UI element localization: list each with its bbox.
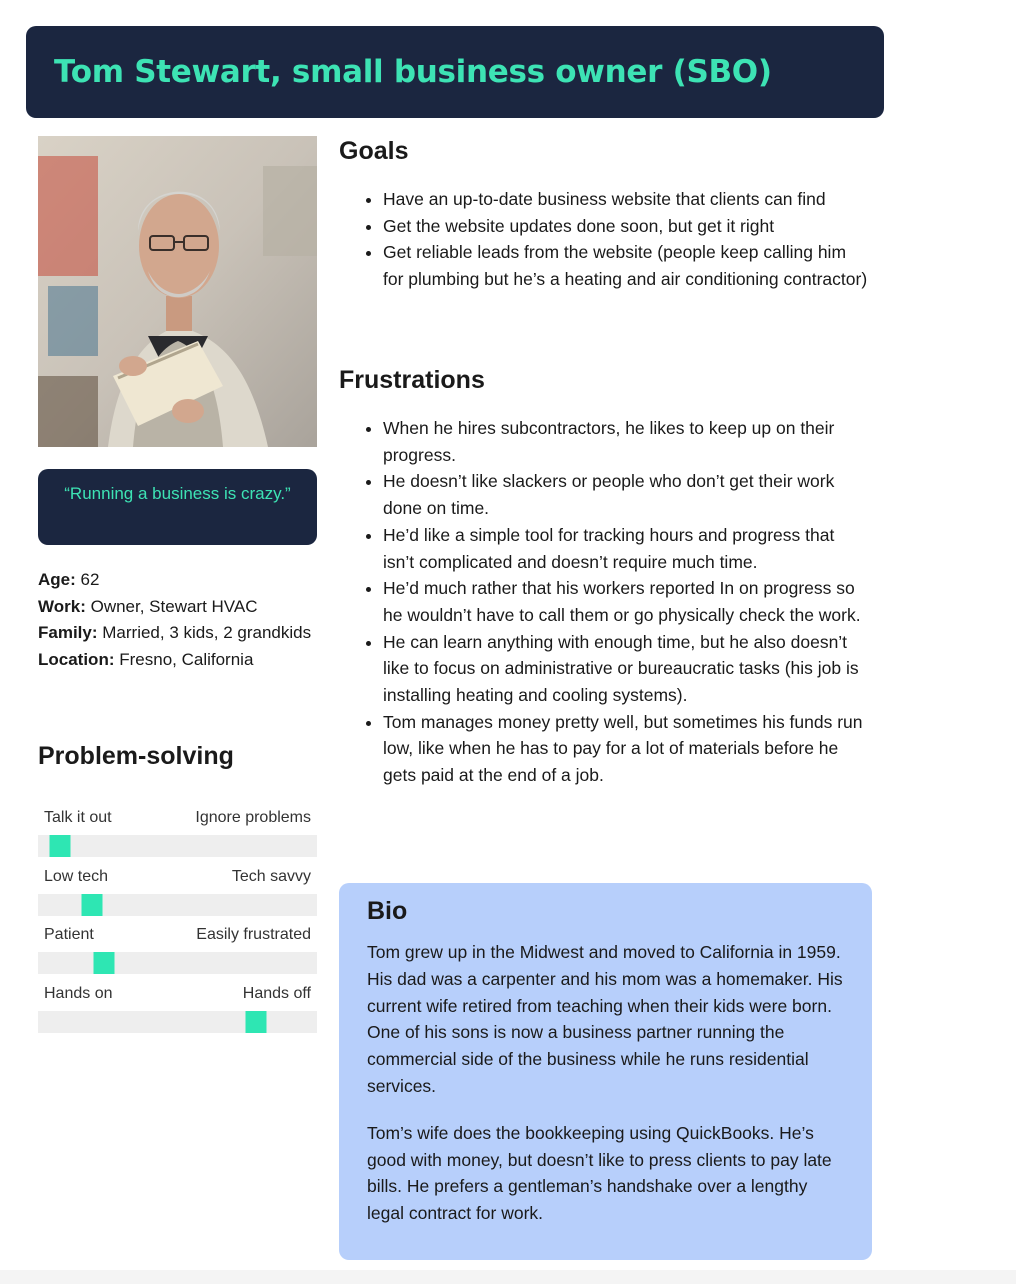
slider-left-label: Hands on (44, 985, 113, 1003)
fact-value: 62 (80, 570, 100, 589)
fact-label: Location: (38, 649, 115, 669)
persona-photo (38, 136, 317, 447)
persona-quote: “Running a business is crazy.” (38, 469, 317, 545)
slider-right-label: Tech savvy (231, 867, 311, 885)
frustrations-list (339, 415, 869, 789)
fact-location (38, 647, 318, 674)
fact-value: Owner, Stewart HVAC (90, 596, 258, 616)
slider-left-label: Low tech (44, 867, 109, 885)
goal-item: • Have an up-to-date business website that clients can find (383, 186, 869, 213)
fact-value: Married, 3 kids, 2 grandkids (102, 623, 312, 642)
frustration-item: • When he hires subcontractors, he likes to keep up on their progress. (383, 415, 869, 468)
frustration-item: • He doesn’t like slackers or people who don’t get their work done on time. (383, 468, 869, 521)
fact-family (38, 620, 318, 647)
bio-title: Bio (367, 897, 408, 925)
slider-left-label: Patient (44, 926, 94, 944)
slider-thumb (82, 894, 103, 916)
fact-value: Fresno, California (119, 649, 254, 669)
bio-paragraph: Tom grew up in the Midwest and moved to California in 1959. His dad was a carpenter and his mom was a homemaker. His current wife retired from teaching when their kids were born. One of his sons is now a business partner running the commercial side of the business while he runs residential services. (367, 942, 843, 1096)
fact-label: Family: (38, 623, 98, 642)
persona-title: Tom Stewart, small business owner (SBO) (54, 54, 772, 90)
slider-track (38, 894, 317, 916)
slider-row (38, 865, 317, 924)
frustration-item: • He’d like a simple tool for tracking hours and progress that isn’t complicated and doesn’t require much time. (383, 522, 869, 575)
goal-item: • Get reliable leads from the website (people keep calling him for plumbing but he’s a heating and air conditioning contractor) (383, 239, 869, 292)
problem-solving-title: Problem-solving (38, 742, 234, 770)
frustrations-title: Frustrations (339, 366, 485, 394)
goal-item: • Get the website updates done soon, but get it right (383, 213, 869, 240)
slider-row (38, 806, 317, 865)
frustration-item: • He’d much rather that his workers reported In on progress so he wouldn’t have to call them or go physically check the work. (383, 575, 869, 628)
slider-right-label: Easily frustrated (196, 926, 311, 944)
goals-title: Goals (339, 137, 409, 165)
slider-thumb (245, 1011, 266, 1033)
persona-header (26, 26, 884, 118)
fact-age (38, 567, 318, 594)
frustration-item: • He can learn anything with enough time, but he also doesn’t like to focus on administrative or bureaucratic tasks (his job is installing heating and cooling systems). (383, 629, 869, 709)
fact-label: Work: (38, 596, 86, 616)
bio-card (339, 883, 872, 1260)
slider-thumb (50, 835, 71, 857)
slider-right-label: Hands off (242, 985, 311, 1003)
slider-right-label: Ignore problems (195, 809, 311, 826)
goals-list (339, 186, 869, 293)
fact-label: Age: (38, 570, 76, 589)
persona-facts (38, 567, 318, 673)
frustration-item: • Tom manages money pretty well, but sometimes his funds run low, like when he has to pay for a lot of materials before he gets paid at the end of a job. (383, 709, 869, 789)
slider-track (38, 1011, 317, 1033)
slider-track (38, 952, 317, 974)
problem-solving-sliders (38, 806, 317, 1041)
bio-paragraph: Tom’s wife does the bookkeeping using QuickBooks. He’s good with money, but doesn’t like to press clients to pay late bills. He prefers a gentleman’s handshake over a lengthy legal contract for work. (367, 1122, 832, 1224)
slider-row (38, 982, 317, 1041)
slider-track (38, 835, 317, 857)
page-bottom-edge (0, 1270, 1016, 1284)
slider-thumb (93, 952, 114, 974)
slider-left-label: Talk it out (44, 809, 112, 826)
fact-work (38, 594, 318, 621)
slider-row (38, 923, 317, 982)
